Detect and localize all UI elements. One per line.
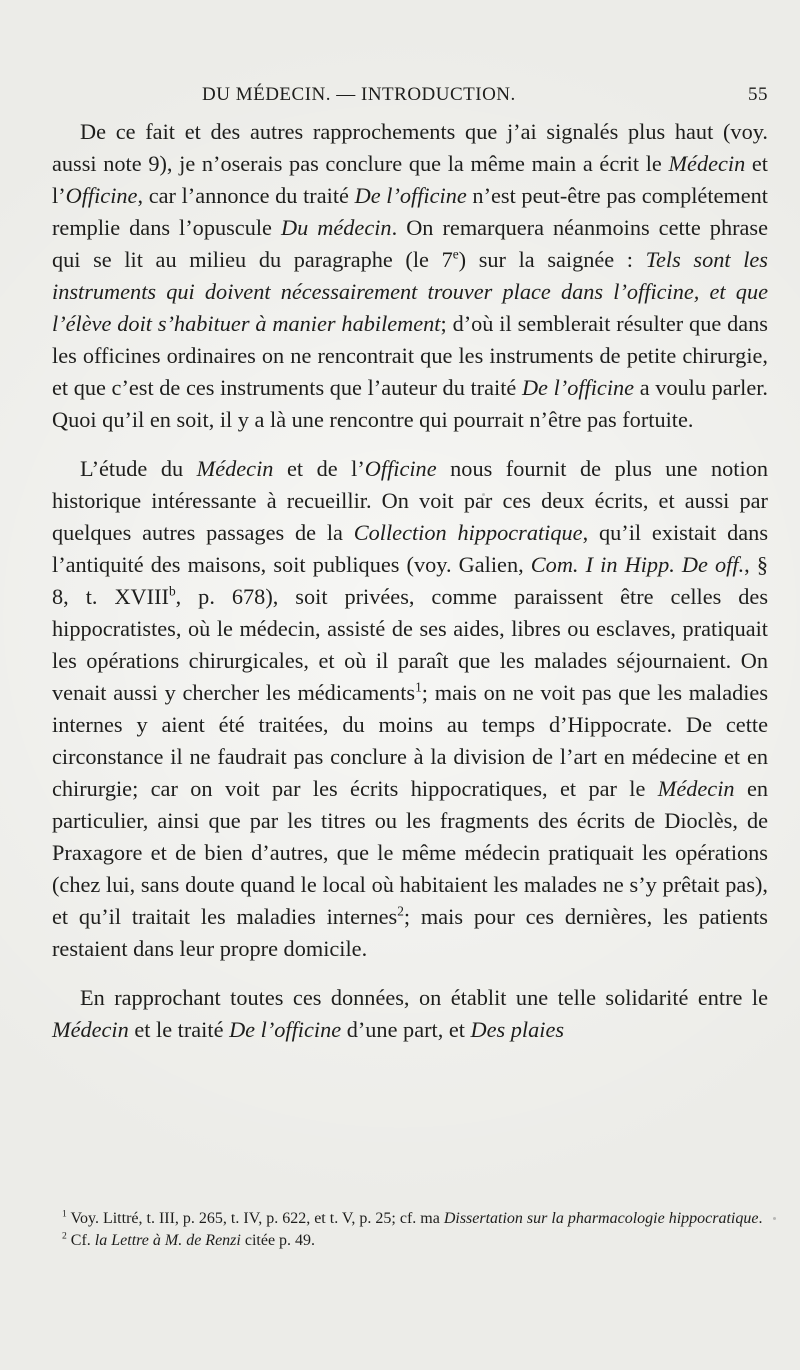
footnotes — [52, 1208, 768, 1252]
text-run: ; mais pour ces dernières, les patients restaient dans leur propre domicile. — [52, 904, 768, 961]
text-run: , car l’annonce du traité — [137, 183, 355, 208]
text-run: ) sur la saignée : — [458, 247, 646, 272]
text-run: , § 8, t. XVIII — [52, 552, 768, 609]
italic-text: Du médecin — [280, 215, 392, 240]
text-run: citée p. 49. — [240, 1232, 316, 1249]
italic-text: la Lettre à M. de Renzi — [94, 1232, 241, 1249]
paper-speck — [764, 158, 766, 160]
superscript-mark: 1 — [415, 679, 422, 695]
paragraph — [52, 982, 768, 1046]
italic-text: Officine — [364, 456, 437, 481]
text-run: De ce fait et des autres rapprochements que j’ai signalés plus haut (voy. aussi note 9), je n’oserais pas conclure que la même main a écrit le — [52, 119, 768, 176]
text-run: Cf. — [66, 1232, 95, 1249]
page-number: 55 — [748, 84, 768, 105]
text-run: Voy. Littré, t. III, p. 265, t. IV, p. 622, et t. V, p. 25; cf. ma — [66, 1210, 444, 1227]
superscript-mark: e — [452, 246, 459, 262]
italic-text: Médecin — [52, 1017, 129, 1042]
italic-text: Médecin — [657, 776, 735, 801]
superscript-mark: 1 — [62, 1208, 67, 1220]
body-text — [52, 116, 768, 1046]
footnote — [52, 1208, 768, 1230]
footnote — [52, 1230, 768, 1252]
text-run: ; mais on ne voit pas que les maladies internes y aient été traitées, du moins au temps d’Hippocrate. De cette circonstance il ne faudrait pas conclure à la division de l’art en médecine et en chirurgie; car on voit par les écrits hippocratiques, et par le — [52, 680, 769, 801]
text-run: ; d’où il semblerait résulter que dans les officines ordinaires on ne rencontrait que les instruments de petite chirurgie, et que c’est de ces instruments que l’auteur du traité — [52, 311, 768, 400]
italic-text: Des plaies — [470, 1017, 565, 1042]
text-run: L’étude du — [80, 456, 197, 481]
text-run: En rapprochant toutes ces données, on établit une telle solidarité entre le — [80, 985, 768, 1010]
running-title: DU MÉDECIN. — INTRODUCTION. — [202, 84, 516, 105]
text-run: nous fournit de plus une notion historique intéressante à recueillir. On voit par ces deux écrits, et aussi par quelques autres passages de la — [52, 456, 768, 545]
text-run: . — [758, 1210, 763, 1227]
text-run: d’une part, et — [341, 1017, 471, 1042]
italic-text: De l’officine — [354, 183, 467, 208]
italic-text: De l’officine — [229, 1017, 342, 1042]
text-run: a voulu parler. Quoi qu’il en soit, il y a là une rencontre qui pourrait n’être pas fortuite. — [52, 375, 768, 432]
paper-speck — [482, 493, 485, 496]
superscript-mark: 2 — [62, 1230, 67, 1242]
text-run: n’est peut-être pas complétement remplie dans l’opuscule — [52, 183, 769, 240]
italic-text: Officine — [65, 183, 138, 208]
italic-text: Collection hippocratique — [353, 520, 583, 545]
text-run: , qu’il existait dans l’antiquité des maisons, soit publiques (voy. Galien, — [52, 520, 768, 577]
text-run: et l’ — [52, 151, 768, 208]
italic-text: Médecin — [196, 456, 274, 481]
italic-text: De l’officine — [521, 375, 635, 400]
text-run: et de l’ — [273, 456, 365, 481]
paper-speck — [773, 1217, 776, 1220]
italic-text: Com. I in Hipp. De off. — [530, 552, 745, 577]
superscript-mark: b — [168, 583, 176, 599]
running-head — [52, 84, 768, 112]
italic-text: Dissertation sur la pharmacologie hippocratique — [443, 1210, 759, 1227]
text-run: . On remarquera néanmoins cette phrase qui se lit au milieu du paragraphe (le 7 — [52, 215, 768, 272]
italic-text: Médecin — [668, 151, 746, 176]
italic-text: Tels sont les instruments qui doivent nécessairement trouver place dans l’officine, et que l’élève doit s’habituer à manier habilement — [52, 247, 768, 336]
text-run: , p. 678), soit privées, comme paraissent être celles des hippocratistes, où le médecin, assisté de ses aides, libres ou esclaves, pratiquait les opérations chirurgicales, et où il paraît que les malades séjournaient. On venait aussi y chercher les médicaments — [52, 584, 769, 705]
paragraph — [52, 453, 768, 965]
paragraph — [52, 116, 768, 436]
superscript-mark: 2 — [397, 903, 404, 919]
text-run: en particulier, ainsi que par les titres ou les fragments des écrits de Dioclès, de Praxagore et de bien d’autres, que le même médecin pratiquait les opérations (chez lui, sans doute quand le local où habitaient les malades ne s’y prêtait pas), et qu’il traitait les maladies internes — [52, 776, 768, 929]
text-run: et le traité — [128, 1017, 230, 1042]
